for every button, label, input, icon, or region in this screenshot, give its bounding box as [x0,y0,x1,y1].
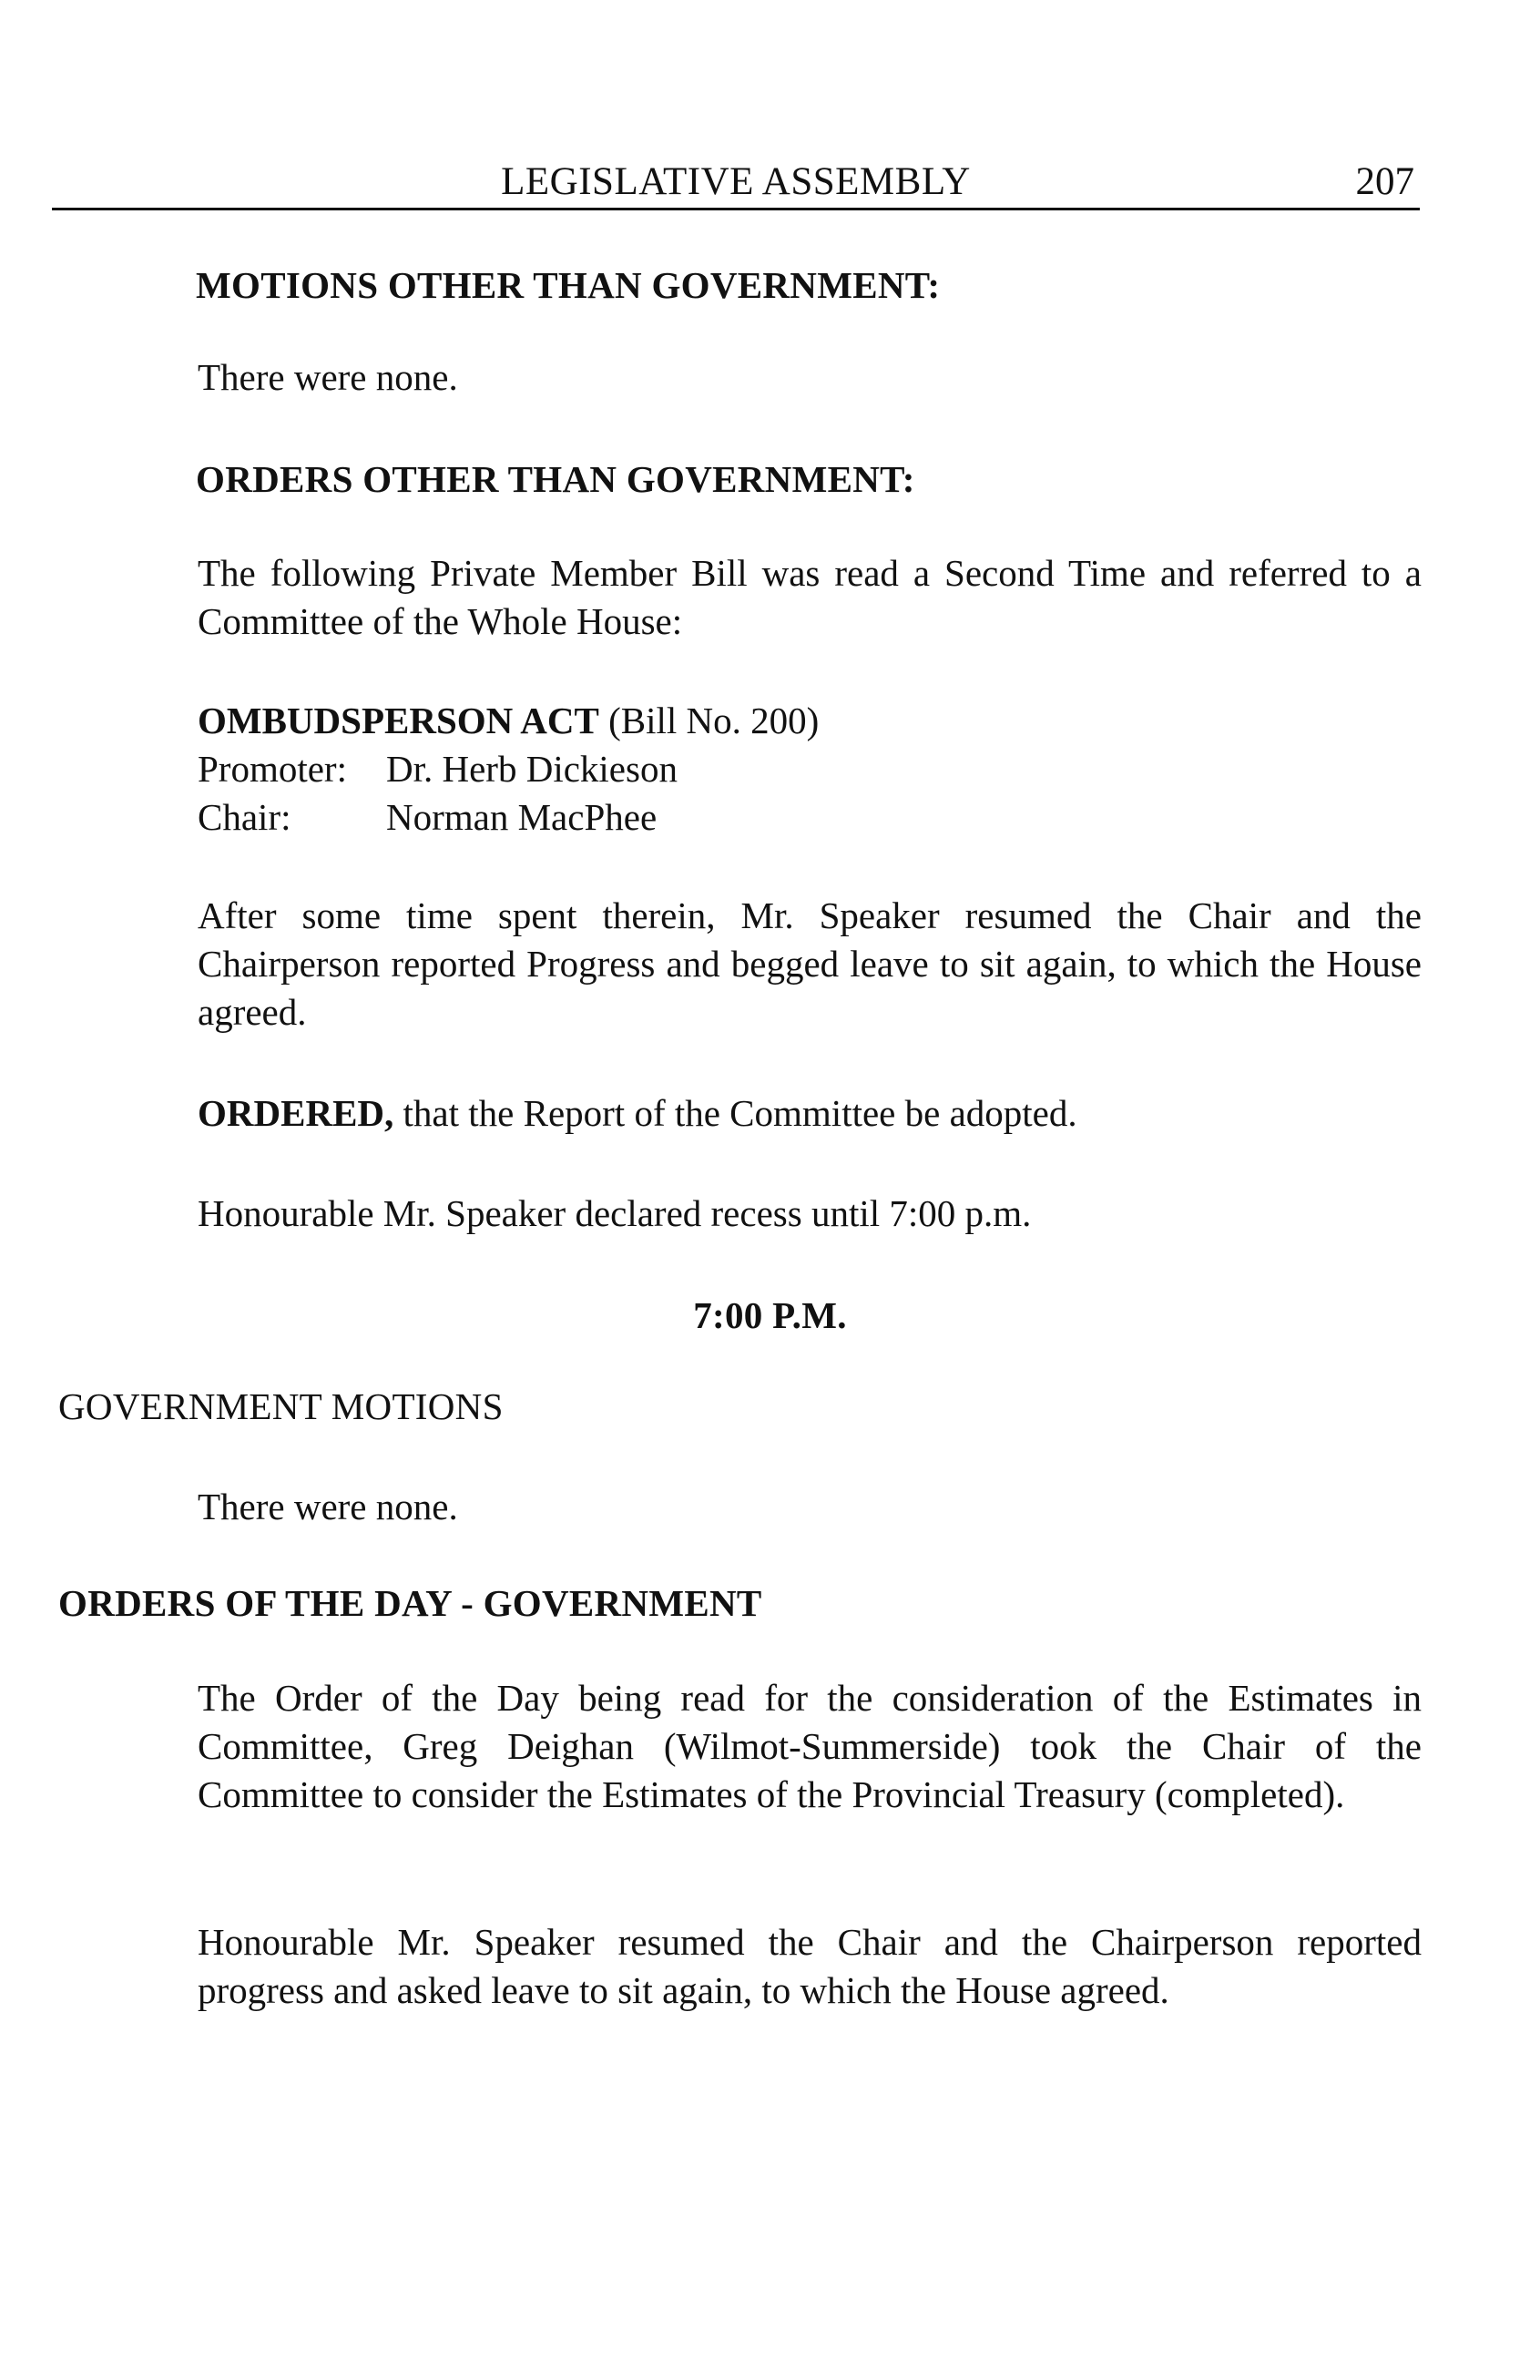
bill-title-line [198,697,1422,745]
ordered-keyword: ORDERED, [198,1092,394,1134]
page-number: 207 [1355,160,1414,203]
promoter-label: Promoter: [198,748,347,790]
ordered-text: that the Report of the Committee be adopted. [403,1092,1077,1134]
government-motions-text: There were none. [198,1486,458,1527]
bill-number: (Bill No. 200) [608,700,820,741]
orders-other-intro: The following Private Member Bill was read a Second Time and referred to a Committee of the Whole House: [198,552,1422,642]
government-motions-heading: GOVERNMENT MOTIONS [58,1385,504,1427]
ordered-paragraph [198,1089,1422,1138]
bill-details [198,697,1422,842]
promoter-line [198,745,1422,793]
motions-other-text: There were none. [198,356,458,398]
promoter-value: Dr. Herb Dickieson [386,748,678,790]
time-marker: 7:00 P.M. [693,1294,847,1336]
bill-title: OMBUDSPERSON ACT [198,700,599,741]
progress-paragraph: After some time spent therein, Mr. Speaker resumed the Chair and the Chairperson reported Progress and begged leave to sit again, to which the House agreed. [198,894,1422,1033]
motions-other-heading: MOTIONS OTHER THAN GOVERNMENT: [196,264,941,306]
recess-paragraph: Honourable Mr. Speaker declared recess until 7:00 p.m. [198,1192,1032,1234]
page-header [52,157,1420,210]
orders-day-heading: ORDERS OF THE DAY - GOVERNMENT [58,1582,762,1624]
orders-other-heading: ORDERS OTHER THAN GOVERNMENT: [196,458,915,500]
closing-paragraph: Honourable Mr. Speaker resumed the Chair and the Chairperson reported progress and asked leave to sit again, to which the House agreed. [198,1921,1422,2011]
chair-line [198,793,1422,842]
chair-value: Norman MacPhee [386,796,658,838]
chair-label: Chair: [198,796,291,838]
running-title: LEGISLATIVE ASSEMBLY [501,160,971,203]
estimates-paragraph: The Order of the Day being read for the consideration of the Estimates in Committee, Greg Deighan (Wilmot-Summerside) took the Chair of the Committee to consider the Estimates of the Provincial Treasury (completed). [198,1677,1422,1815]
